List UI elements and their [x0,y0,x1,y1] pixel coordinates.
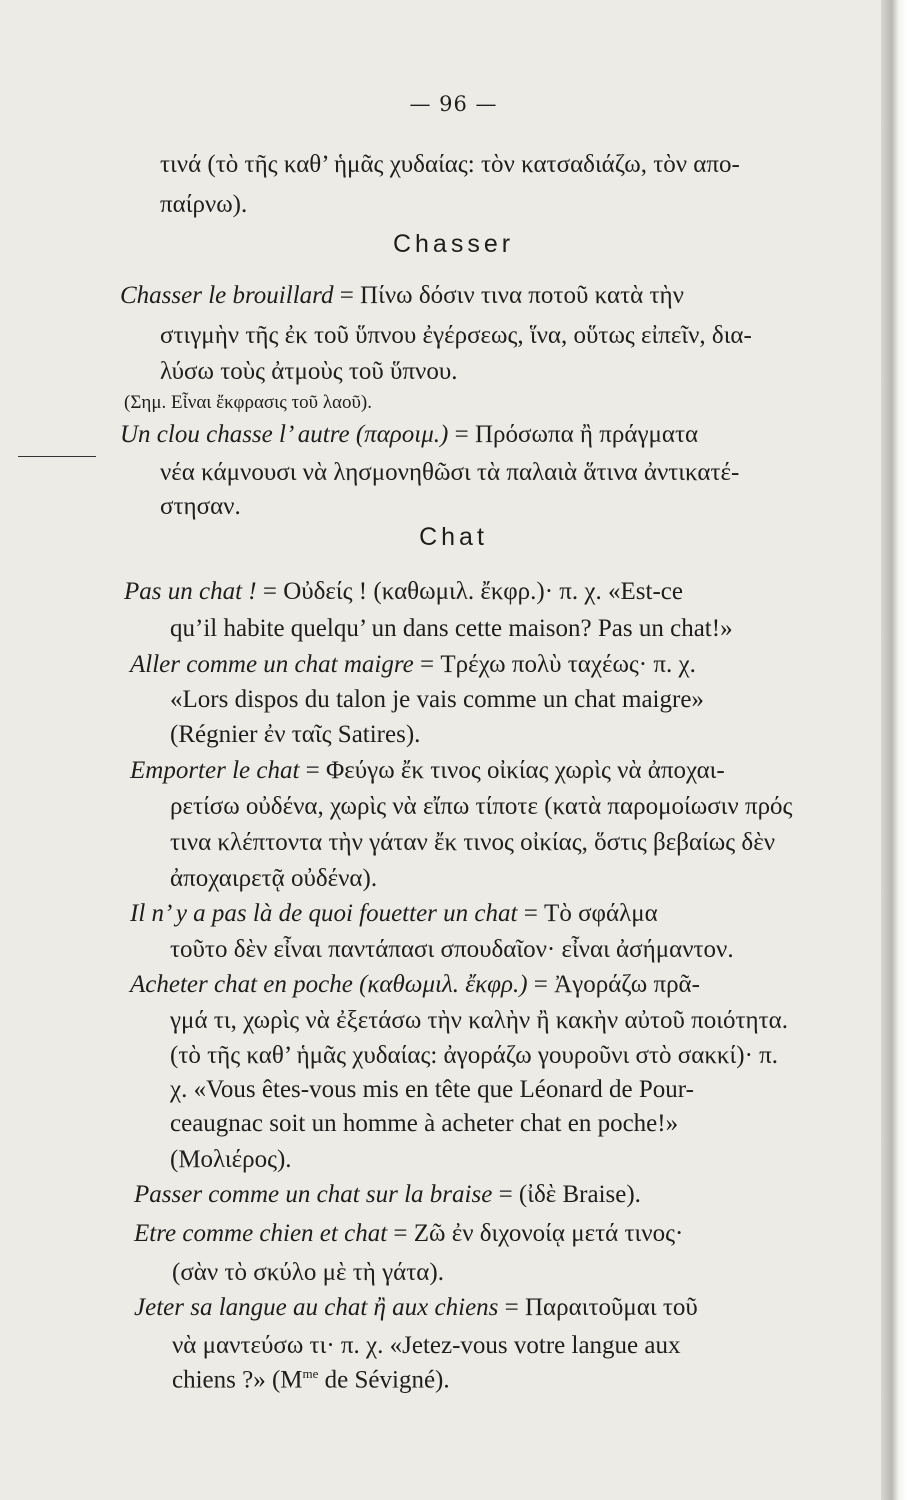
entry-line: στιγμὴν τῆς ἐκ τοῦ ὕπνου ἐγέρσεως, ἵνα, οὕτως εἰπεῖν, δια- [160,322,752,349]
entry-term: Etre comme chien et chat [134,1220,388,1247]
entry-line: (τὸ τῆς καθ’ ἡμᾶς χυδαίας: ἀγοράζω γουροῦνι στὸ σακκί)· π. [170,1042,779,1069]
entry-definition: = Πίνω δόσιν τινα ποτοῦ κατὰ τὴν [333,282,684,309]
entry-line: (Μολιέρος). [170,1146,292,1173]
entry-term: Pas un chat ! [124,578,257,605]
entry-definition: = Τρέχω πολὺ ταχέως· π. χ. [413,651,696,678]
entry-chasser-brouillard [120,282,684,310]
entry-line: qu’il habite quelqu’ un dans cette maison? Pas un chat!» [170,615,733,642]
superscript: me [302,1366,319,1381]
entry-line: νὰ μαντεύσω τι· π. χ. «Jetez-vous votre langue aux [172,1332,681,1359]
entry-passer-comme [134,1181,641,1209]
entry-definition: = Τὸ σφάλμα [517,900,658,927]
entry-etre-comme [134,1220,683,1248]
page-number: — 96 — [409,92,498,116]
entry-acheter-chat [130,971,700,999]
entry-line: ρετίσω οὐδένα, χωρὶς νὰ εἴπω τίποτε (κατὰ παρομοίωσιν πρός [170,793,793,820]
entry-term: Jeter sa langue au chat ἢ aux chiens [134,1294,499,1321]
entry-line: «Lors dispos du talon je vais comme un chat maigre» [170,686,704,713]
entry-il-ny-a-pas [130,900,658,928]
entry-jeter-sa-langue [134,1294,698,1322]
entry-line-last [172,1366,450,1394]
entry-definition: = Οὐδείς ! (καθωμιλ. ἔκφρ.)· π. χ. «Est-ce [256,578,683,605]
entry-text: de Sévigné). [318,1366,450,1394]
section-heading-chasser: Chasser [392,230,515,258]
intro-line-2: παίρνω). [160,191,248,218]
entry-un-clou [120,421,698,449]
entry-definition: = Φεύγω ἔκ τινος οἰκίας χωρὶς νὰ ἀποχαι- [299,757,725,784]
entry-term: Il n’ y a pas là de quoi fouetter un chat [130,900,518,927]
entry-aller-comme [130,651,696,679]
entry-line: (σὰν τὸ σκύλο μὲ τὴ γάτα). [172,1259,444,1286]
entry-definition: = Ἀγοράζω πρᾶ- [527,971,700,998]
entry-definition: = Παραιτοῦμαι τοῦ [498,1294,698,1321]
intro-line-1: τινά (τὸ τῆς καθ’ ἡμᾶς χυδαίας: τὸν κατσαδιάζω, τὸν απο- [160,151,740,178]
entry-line: τοῦτο δὲν εἶναι παντάπασι σπουδαῖον· εἶναι ἀσήμαντον. [170,936,734,963]
entry-line: λύσω τοὺς ἀτμοὺς τοῦ ὕπνου. [160,358,458,385]
margin-rule [18,456,96,457]
entry-definition: = Πρόσωπα ἢ πράγματα [448,421,699,448]
entry-pas-un-chat [124,578,683,606]
entry-line: γμά τι, χωρὶς νὰ ἐξετάσω τὴν καλὴν ἢ κακὴν αὐτοῦ ποιότητα. [170,1007,788,1034]
entry-term: Un clou chasse l’ autre (παροιμ.) [120,421,449,448]
section-heading-chat: Chat [419,523,488,551]
entry-emporter-le-chat [130,757,725,785]
entry-definition: = Ζῶ ἐν διχονοίᾳ μετά τινος· [387,1220,684,1247]
entry-term: Passer comme un chat sur la braise [134,1181,493,1208]
entry-line: ceaugnac soit un homme à acheter chat en poche!» [170,1110,679,1137]
entry-note: (Σημ. Εἶναι ἔκφρασις τοῦ λαοῦ). [124,392,372,413]
entry-definition: = (ἰδὲ Braise). [492,1181,641,1208]
entry-line: χ. «Vous êtes-vous mis en tête que Léonard de Pour- [170,1076,694,1103]
entry-line: στησαν. [160,493,241,520]
page-edge-shadow [881,0,907,1500]
entry-line: τινα κλέπτοντα τὴν γάταν ἔκ τινος οἰκίας, ὅστις βεβαίως δὲν [170,829,775,856]
entry-term: Aller comme un chat maigre [130,651,414,678]
entry-term: Chasser le brouillard [120,282,334,309]
entry-line: νέα κάμνουσι νὰ λησμονηθῶσι τὰ παλαιὰ ἅτινα ἀντικατέ- [160,459,740,486]
entry-line: (Régnier ἐν ταῖς Satires). [170,721,421,748]
entry-term: Emporter le chat [130,757,300,784]
entry-line: ἀποχαιρετᾷ οὐδένα). [170,865,378,892]
entry-term: Acheter chat en poche (καθωμιλ. ἔκφρ.) [130,971,528,998]
entry-text: chiens ?» (M [172,1366,303,1394]
